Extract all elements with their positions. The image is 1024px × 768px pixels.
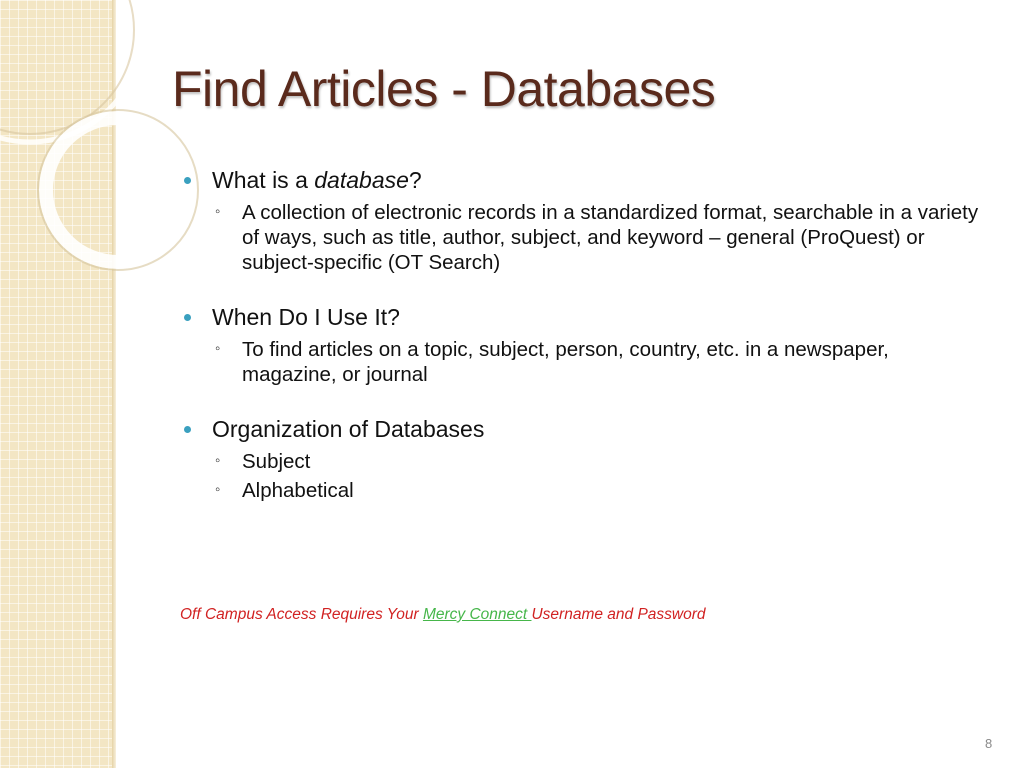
sub-bullet-database-definition	[184, 200, 984, 275]
filled-circle-bullet-icon	[184, 177, 191, 184]
sub-bullet-subject	[184, 449, 984, 474]
mercy-connect-link[interactable]: Mercy Connect	[422, 606, 532, 623]
sub-bullet-alphabetical	[184, 478, 984, 503]
note-text-end: Username and Password	[531, 606, 706, 623]
note-text-start: Off Campus Access Requires Your	[180, 606, 423, 623]
bullet-what-is-database	[184, 166, 984, 194]
bullet-group-database	[184, 166, 984, 275]
bullet-organization	[184, 415, 984, 443]
hollow-circle-bullet-icon: ◦	[215, 340, 221, 357]
bullet-when-use	[184, 303, 984, 331]
slide-content	[184, 166, 984, 503]
sub-bullet-text: Subject	[242, 450, 311, 473]
filled-circle-bullet-icon	[184, 426, 191, 433]
slide-title: Find Articles - Databases	[172, 61, 716, 117]
bullet-text-italic: database	[314, 167, 409, 193]
bullet-text: When Do I Use It?	[212, 304, 400, 330]
bullet-group-when	[184, 303, 984, 387]
sub-bullet-text: A collection of electronic records in a standardized format, searchable in a variety of ways, such as title, author, subject, and keyword – general (ProQuest) or subject-specific (OT Search)	[242, 201, 979, 274]
filled-circle-bullet-icon	[184, 314, 191, 321]
sub-bullet-when-answer	[184, 337, 984, 387]
bullet-text: What is a	[212, 167, 315, 193]
sub-bullet-text: To find articles on a topic, subject, person, country, etc. in a newspaper, magazine, or journal	[242, 338, 889, 386]
off-campus-access-note	[180, 606, 706, 624]
decorative-rings-icon	[0, 0, 140, 300]
bullet-group-organization	[184, 415, 984, 503]
sub-bullet-text: Alphabetical	[242, 479, 354, 502]
bullet-text: Organization of Databases	[212, 416, 485, 442]
hollow-circle-bullet-icon: ◦	[215, 203, 221, 220]
hollow-circle-bullet-icon: ◦	[215, 481, 221, 498]
hollow-circle-bullet-icon: ◦	[215, 452, 221, 469]
bullet-text-end: ?	[408, 167, 422, 193]
page-number: 8	[985, 736, 993, 751]
